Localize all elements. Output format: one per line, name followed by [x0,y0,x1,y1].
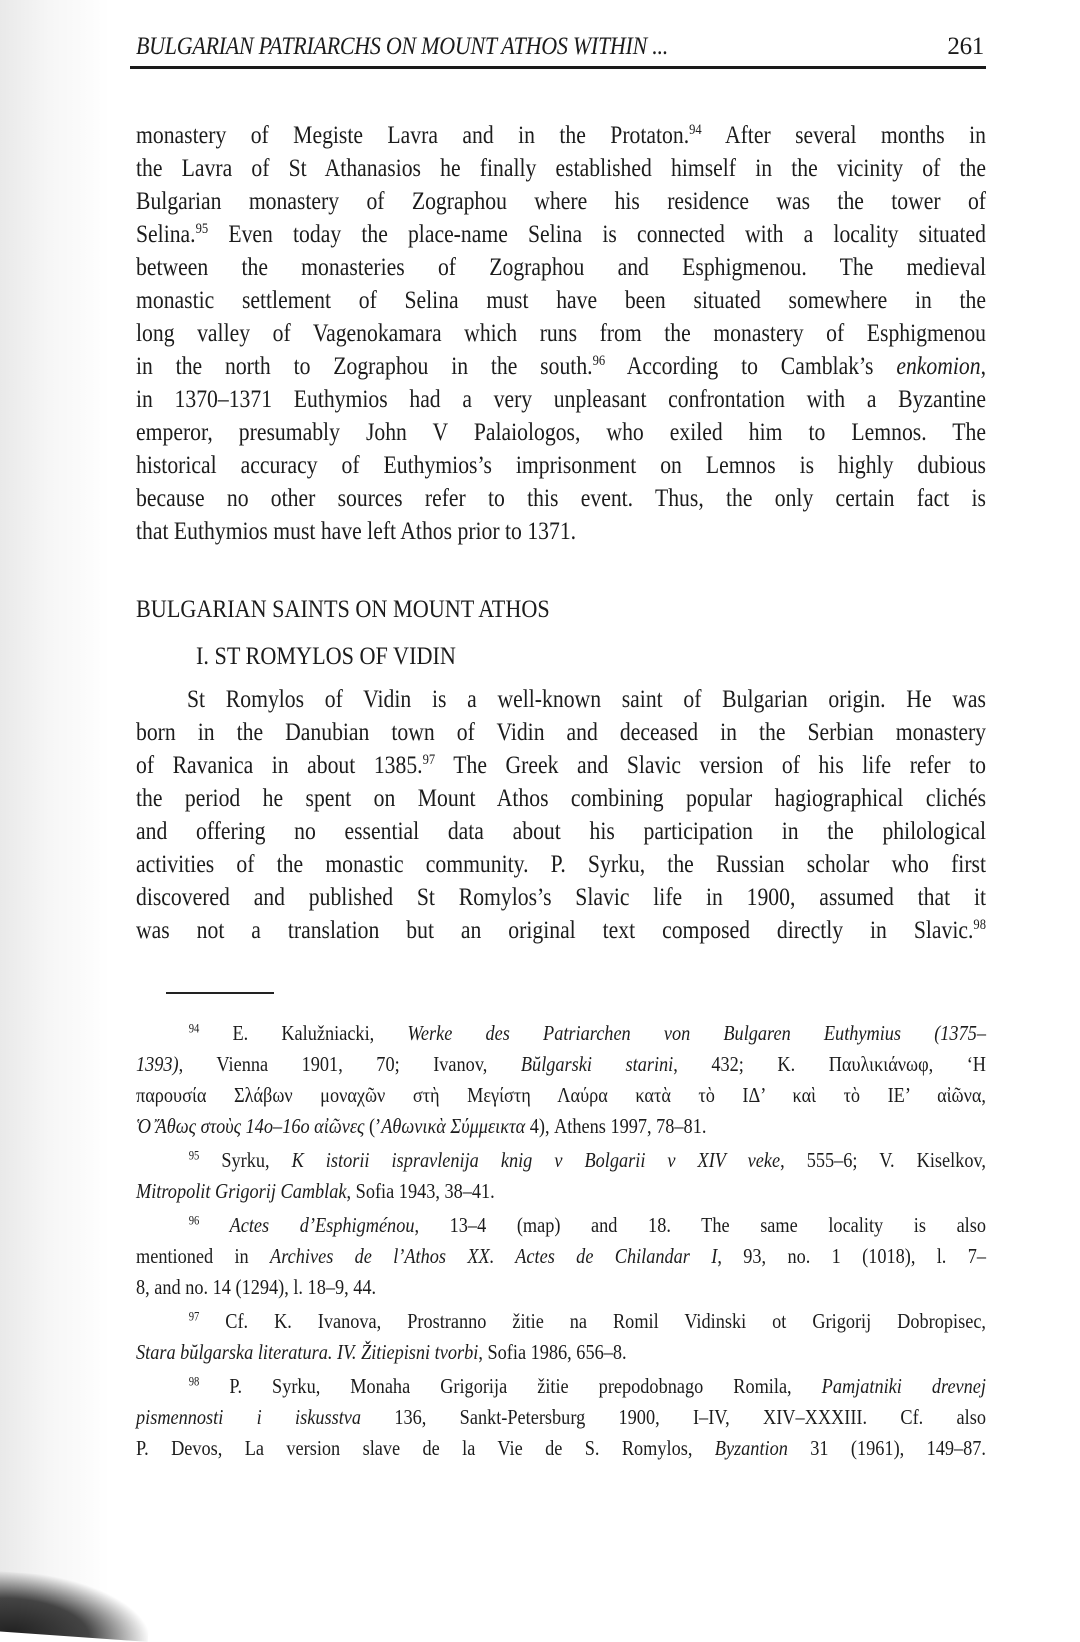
footnote-line: $^{96}$ Actes d’Esphigménou, 13–4 (map) and 18. The same locality is also [188,1213,987,1237]
footnote-ref-97[interactable]: 97 [422,751,436,768]
footnote-line: $^{98}$ P. Syrku, Monaha Grigorija žitie prepodobnago Romila, Pamjatniki drevnej [188,1374,986,1398]
scan-corner-shadow [0,1570,152,1642]
footnote-line: P. Devos, La version slave de la Vie de S. Romylos, Byzantion 31 (1961), 149–87. [136,1436,986,1460]
footnote-line: $^{94}$ E. Kalužniacki, Werke des Patriarchen von Bulgaren Euthymius (1375– [188,1021,986,1045]
text-line: in the north to Zographou in the south.$^{96}$ According to Camblak’s enkomion, [136,351,987,380]
text-line: activities of the monastic community. P. Syrku, the Russian scholar who first [136,849,986,878]
footnote-ref-98[interactable]: 98 [973,916,986,933]
footnote-line: $^{95}$ Syrku, K istorii ispravlenija knig v Bolgarii v XIV veke, 555–6; V. Kiselkov, [188,1148,986,1172]
text-line: in 1370–1371 Euthymios had a very unpleasant confrontation with a Byzantine [136,384,986,413]
footnote-line: mentioned in Archives de l’Athos XX. Actes de Chilandar I, 93, no. 1 (1018), l. 7– [136,1244,986,1268]
footnote-ref-95[interactable]: 95 [195,220,209,237]
footnote-line: Stara bŭlgarska literatura. IV. Žitiepisni tvorbi, Sofia 1986, 656–8. [136,1340,627,1364]
text-line: Bulgarian monastery of Zographou where his residence was the tower of [136,186,986,215]
text-line: long valley of Vagenokamara which runs from the monastery of Esphigmenou [136,318,986,347]
text-line: born in the Danubian town of Vidin and deceased in the Serbian monastery [136,717,986,746]
section-heading: BULGARIAN SAINTS ON MOUNT ATHOS [136,594,550,623]
footnote-line: $^{97}$ Cf. K. Ivanova, Prostranno žitie na Romil Vidinski ot Grigorij Dobropisec, [188,1309,986,1333]
footnote-line: 1393), Vienna 1901, 70; Ivanov, Bŭlgarski starini, 432; K. Παυλικιάνωφ, ‘Η [136,1052,987,1076]
page-number: 261 [947,33,984,60]
footnote-ref-96[interactable]: 96 [592,352,606,369]
footnote-line: Mitropolit Grigorij Camblak, Sofia 1943, 38–41. [136,1179,495,1203]
text-line: Selina.$^{95}$ Even today the place-name Selina is connected with a locality situated [136,219,987,248]
text-line: that Euthymios must have left Athos prior to 1371. [136,516,577,545]
text-line: monastery of Megiste Lavra and in the Protaton.$^{94}$ After several months in [136,120,986,149]
text-line: monastic settlement of Selina must have been situated somewhere in the [136,285,986,314]
footnote-ref-94[interactable]: 94 [689,121,702,138]
text-line: emperor, presumably John V Palaiologos, who exiled him to Lemnos. The [136,417,986,446]
text-line: between the monasteries of Zographou and Esphigmenou. The medieval [136,252,986,281]
text-line: was not a translation but an original text composed directly in Slavic.$^{98}$ [136,915,986,944]
text-line: historical accuracy of Euthymios’s imprisonment on Lemnos is highly dubious [136,450,986,479]
footnote-line: 8, and no. 14 (1294), l. 18–9, 44. [136,1275,377,1299]
text-line: St Romylos of Vidin is a well-known saint of Bulgarian origin. He was [187,684,986,713]
footnote-line: Ὁ Ἄθως στοὺς 14ο–16ο αἰῶνες (’Αθωνικὰ Σύμμεικτα 4), Athens 1997, 78–81. [136,1114,707,1138]
footnote-line: pismennosti i iskusstva 136, Sankt-Petersburg 1900, I–IV, XIV–XXXIII. Cf. also [136,1405,987,1429]
text-line: the period he spent on Mount Athos combining popular hagiographical clichés [136,783,986,812]
text-line: and offering no essential data about his participation in the philological [136,816,986,845]
subsection-heading: I. ST ROMYLOS OF VIDIN [196,641,456,670]
footnote-separator [166,992,274,994]
text-line: discovered and published St Romylos’s Slavic life in 1900, assumed that it [136,882,986,911]
footnote-line: παρουσία Σλάβων μοναχῶν στὴ Μεγίστη Λαύρα κατὰ τὸ ΙΔ’ καὶ τὸ ΙΕ’ αἰῶνα, [136,1083,986,1107]
text-line: the Lavra of St Athanasios he finally established himself in the vicinity of the [136,153,986,182]
running-head-title: BULGARIAN PATRIARCHS ON MOUNT ATHOS WITHIN ... [136,33,668,60]
header-rule [130,66,986,69]
running-head [136,33,986,67]
scan-gutter-shadow [0,0,110,1599]
text-line: of Ravanica in about 1385.97 The Greek and Slavic version of his life refer to [136,750,986,779]
text-line: because no other sources refer to this event. Thus, the only certain fact is [136,483,986,512]
